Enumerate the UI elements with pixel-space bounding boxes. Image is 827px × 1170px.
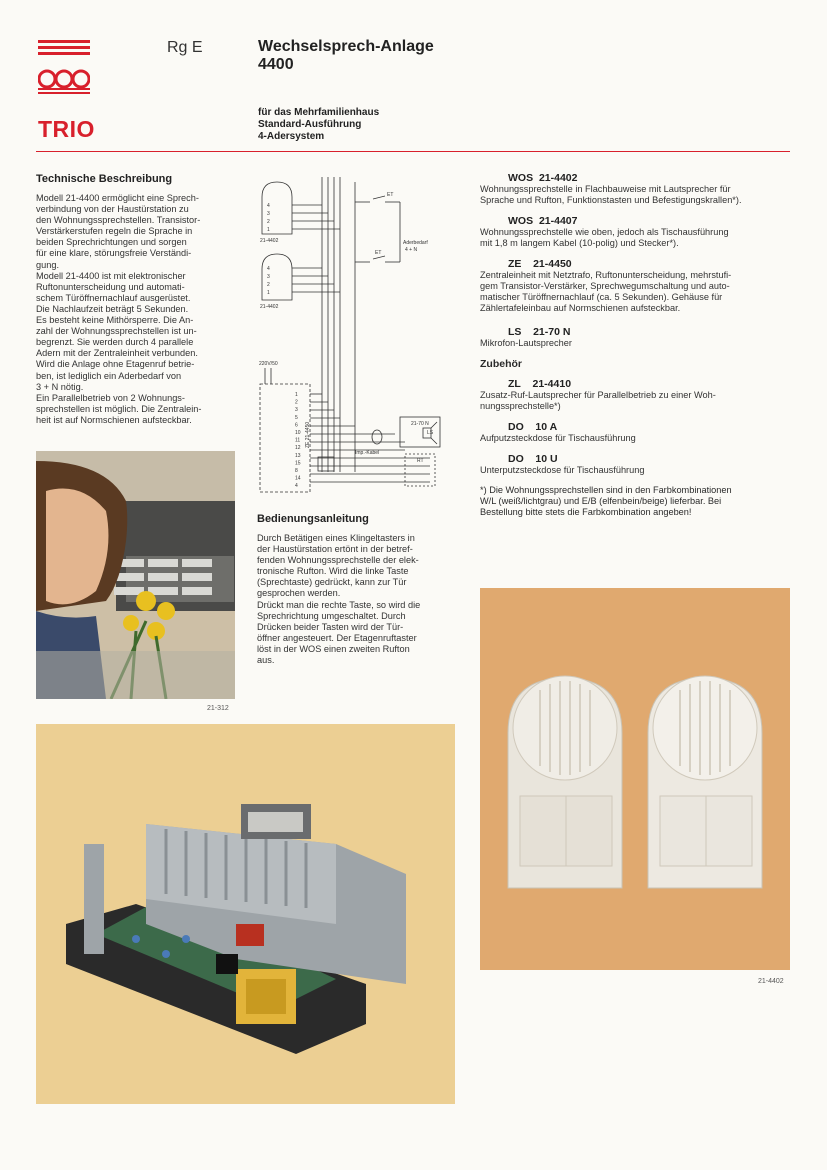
product-description: Mikrofon-Lautsprecher xyxy=(480,338,572,348)
accessory-code: ZL 21-4410 xyxy=(508,378,572,390)
accessory-code: DO 10 A xyxy=(508,421,558,433)
product-item xyxy=(480,215,790,249)
wos-label: 21-4402 xyxy=(260,304,279,310)
section-heading: Bedienungsanleitung xyxy=(257,513,369,525)
ls-label: LS xyxy=(427,430,434,436)
subtitle xyxy=(258,107,379,143)
product-description: Wohnungssprechstelle wie oben, jedoch als Tischausführung mit 1,8 m langem Kabel (10-polig) und Stecker*). xyxy=(480,227,729,248)
section-heading: Technische Beschreibung xyxy=(36,173,173,185)
intercom-units-photo xyxy=(480,588,790,970)
ze-label: ZE 21-4450 xyxy=(305,421,311,448)
header-divider xyxy=(36,151,790,152)
accessory-description: Zusatz-Ruf-Lautsprecher für Parallelbetrieb zu einer Woh- nungssprechstelle*) xyxy=(480,390,716,411)
product-description: Wohnungssprechstelle in Flachbauweise mit Lautsprecher für Sprache und Rufton, Funktionstasten und Befestigungskrallen*). xyxy=(480,184,742,205)
ze-terminal-label: 1 xyxy=(295,392,298,398)
document-code: Rg E xyxy=(167,39,203,56)
accessory-item xyxy=(480,453,790,476)
photo-caption: 21-4402 xyxy=(758,978,784,985)
accessory-code: DO 10 U xyxy=(508,453,558,465)
wos-terminal-label: 3 xyxy=(267,274,270,280)
ze-terminal-label: 2 xyxy=(295,399,298,406)
ze-terminal-label: 5 xyxy=(295,414,298,421)
wos-terminal-label: 1 xyxy=(267,227,270,233)
ze-terminal-label: 6 xyxy=(295,422,298,429)
brand-name: TRIO xyxy=(38,116,95,142)
aderbedarf-label: Aderbedarf xyxy=(403,240,428,246)
product-item xyxy=(480,172,790,206)
ze-terminal-label: 10 xyxy=(295,430,301,436)
accessory-item xyxy=(480,378,790,412)
rt-label: RT xyxy=(417,458,424,464)
ze-terminal-label: 8 xyxy=(295,468,298,474)
product-list xyxy=(480,172,790,518)
logo-stripes xyxy=(38,40,90,58)
aderbedarf-value: 4 + N xyxy=(405,247,418,253)
product-description: Zentraleinheit mit Netztrafo, Ruftonunterscheidung, mehrstufi- gem Transistor-Verstärker, Sprechwegumschaltung und auto- matischer Türöffnernachlauf (ca. 5 Sekunden). Gehäuse für Zählertafeleinbau auf Normschienen aufsteckbar. xyxy=(480,270,732,313)
title-line-2: 4400 xyxy=(258,56,294,73)
power-label: 220V/50 xyxy=(259,361,278,367)
kabel-label: Imp.-Kabel xyxy=(355,450,380,456)
subtitle-line: für das Mehrfamilienhaus xyxy=(258,107,380,118)
ze-terminal-label: 11 xyxy=(295,437,301,444)
ze-terminal-label: 3 xyxy=(295,407,298,414)
footnote: *) Die Wohnungssprechstellen sind in den Farbkombinationen W/L (weiß/lichtgrau) und E/B (elfenbein/beige) lieferbar. Bei Bestellung bitte stets die Farbkombination angeben! xyxy=(480,485,732,517)
technical-description xyxy=(36,173,236,426)
et-label: ET xyxy=(387,192,394,198)
door-station-photo xyxy=(36,451,235,699)
operating-text: Durch Betätigen eines Klingeltasters in der Haustürstation ertönt in der betref- fenden Wohnungssprechstelle der elek- tronische Rufton. Wird die linke Taste (Sprechtaste) gedrückt, kann zur Tür gesprochen werden. Drückt man die rechte Taste, so wird die Sprechrichtung umgeschaltet. Durch Drücken beider Tasten wird der Tür- öffner angesteuert. Der Etagenruftaster löst in der WOS einen zweiten Rufton aus. xyxy=(257,533,421,666)
product-item xyxy=(480,326,790,349)
wos-terminal-label: 4 xyxy=(267,203,270,209)
wos-terminal-label: 4 xyxy=(267,266,270,272)
ze-terminal-label: 4 xyxy=(295,483,298,490)
subtitle-line: Standard-Ausführung xyxy=(258,119,362,130)
ze-terminal-label: 15 xyxy=(295,460,301,467)
wos-terminal-label: 3 xyxy=(267,211,270,217)
product-code: ZE 21-4450 xyxy=(508,258,572,270)
product-code: WOS 21-4402 xyxy=(508,172,578,184)
accessories-heading: Zubehör xyxy=(480,358,522,370)
ze-terminal-label: 12 xyxy=(295,445,301,452)
accessory-item xyxy=(480,421,790,444)
accessory-description: Aufputzsteckdose für Tischausführung xyxy=(480,433,636,443)
photo-caption: 21-312 xyxy=(207,705,229,712)
page-title xyxy=(258,38,434,74)
product-code: LS 21-70 N xyxy=(508,326,571,338)
wos-terminal-label: 2 xyxy=(267,282,270,288)
operating-instructions xyxy=(257,513,457,666)
accessory-description: Unterputzsteckdose für Tischausführung xyxy=(480,465,645,475)
ze-terminal-label: 14 xyxy=(295,475,301,482)
wos-terminal-label: 2 xyxy=(267,219,270,225)
ze-terminal-label: 13 xyxy=(295,452,301,459)
product-code: WOS 21-4407 xyxy=(508,215,578,227)
central-unit-photo xyxy=(36,724,455,1104)
wos-terminal-label: 1 xyxy=(267,290,270,296)
wiring-diagram xyxy=(255,172,465,497)
product-item xyxy=(480,258,790,314)
technical-text: Modell 21-4400 ermöglicht eine Sprech- verbindung von der Haustürstation zu den Wohnungssprechstellen. Transistor- Verstärkerstufen regeln die Sprache in beiden Sprechrichtungen und sorgen für eine klare, störungsfreie Verständi- gung. Modell 21-4400 ist mit elektronischer Ruftonunterscheidung und automati- schem Türöffnernachlauf ausgerüstet. Die Nachlaufzeit beträgt 5 Sekunden. Es besteht keine Mithörsperre. Die An- zahl der Wohnungssprechstellen ist un- begrenzt. Sie werden durch 4 parallele Adern mit der Zentraleinheit verbunden. Wird die Anlage ohne Etagenruf betrie- ben, ist lediglich ein Aderbedarf von 3 + N nötig. Ein Parallelbetrieb von 2 Wohnungs- sprechstellen ist möglich. Die Zentralein- heit ist auf Normschienen aufsteckbar. xyxy=(36,193,202,425)
et-label: ET xyxy=(375,250,382,256)
ls-code-label: 21-70 N xyxy=(411,421,429,427)
subtitle-line: 4-Adersystem xyxy=(258,131,325,142)
wos-label: 21-4402 xyxy=(260,238,279,244)
title-line-1: Wechselsprech-Anlage xyxy=(258,38,434,55)
trio-logo-icon xyxy=(38,62,90,96)
